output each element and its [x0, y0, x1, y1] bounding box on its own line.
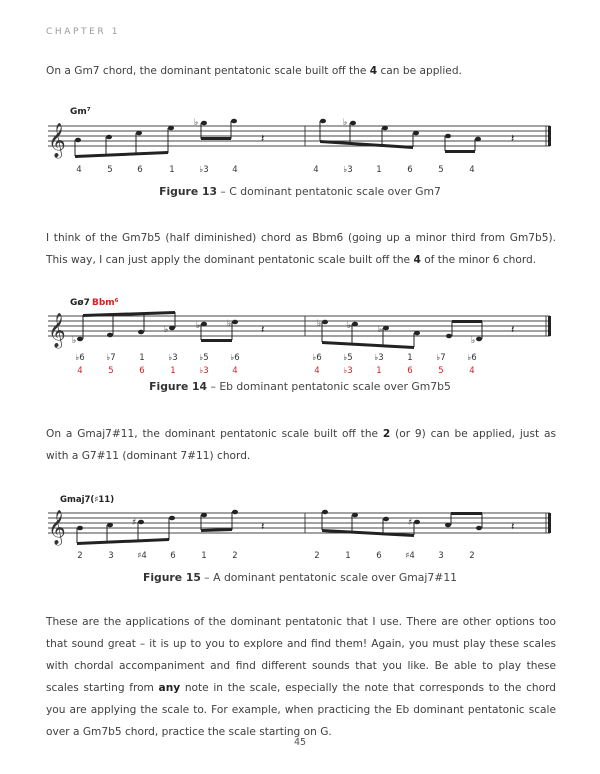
svg-text:♭: ♭ [164, 325, 169, 335]
figure-caption-text: – C dominant pentatonic scale over Gm7 [217, 185, 441, 198]
text: can be applied. [377, 65, 462, 77]
svg-text:4: 4 [77, 366, 83, 376]
svg-text:𝄽: 𝄽 [511, 323, 515, 336]
svg-text:6: 6 [170, 551, 176, 561]
svg-text:♭3: ♭3 [199, 366, 209, 376]
svg-text:3: 3 [438, 551, 444, 561]
svg-text:♭: ♭ [347, 321, 352, 331]
svg-text:♭6: ♭6 [467, 353, 477, 363]
svg-text:1: 1 [345, 551, 351, 561]
svg-text:4: 4 [469, 366, 475, 376]
paragraph-2 [46, 227, 556, 271]
svg-text:4: 4 [313, 165, 319, 175]
svg-text:𝄽: 𝄽 [511, 520, 515, 533]
svg-text:♭5: ♭5 [199, 353, 209, 363]
svg-text:2: 2 [469, 551, 475, 561]
bold-text: 4 [413, 254, 421, 266]
svg-text:5: 5 [108, 366, 114, 376]
figure-14-notation [40, 292, 570, 380]
svg-text:6: 6 [139, 366, 145, 376]
figure-14-caption [0, 380, 600, 393]
svg-text:Gø7: Gø7 [70, 298, 90, 308]
bold-text: 2 [382, 428, 391, 440]
svg-text:4: 4 [76, 165, 82, 175]
paragraph-1 [46, 60, 556, 82]
svg-text:𝄞: 𝄞 [48, 510, 66, 545]
chord-symbol: Gmaj7(♯11) [60, 495, 115, 505]
text: These are the applications of the dominant pentatonic that I use. There are other options too that sound great – it is up to you to explore and find them! Again, you must play these scales with chordal accompaniment and find different sounds that you like. Be able to play these scales starting from [46, 616, 556, 694]
paragraph-4 [46, 611, 556, 743]
svg-text:♭6: ♭6 [75, 353, 85, 363]
svg-text:1: 1 [376, 165, 382, 175]
figure-caption-text: – A dominant pentatonic scale over Gmaj7#11 [200, 571, 458, 584]
svg-text:5: 5 [107, 165, 113, 175]
figure-caption-text: – Eb dominant pentatonic scale over Gm7b5 [207, 380, 451, 393]
text: I think of the Gm7b5 (half diminished) chord as Bbm6 (going up a minor third from Gm7b5). This way, I can just apply the dominant pentatonic scale built off the [46, 232, 556, 266]
svg-text:♯: ♯ [408, 518, 413, 528]
svg-text:♭3: ♭3 [374, 353, 384, 363]
svg-text:♯: ♯ [132, 518, 137, 528]
svg-text:𝄽: 𝄽 [261, 520, 265, 533]
svg-text:1: 1 [407, 353, 413, 363]
svg-text:6: 6 [407, 165, 413, 175]
svg-text:♭: ♭ [317, 319, 322, 329]
svg-text:𝄞: 𝄞 [48, 313, 66, 348]
svg-text:♯4: ♯4 [137, 551, 147, 561]
figure-15-notation [40, 488, 570, 568]
bold-text: 4 [369, 65, 378, 77]
svg-text:5: 5 [438, 366, 444, 376]
svg-text:1: 1 [170, 366, 176, 376]
svg-text:𝄞: 𝄞 [48, 123, 66, 158]
svg-text:♭7: ♭7 [436, 353, 446, 363]
svg-text:♭: ♭ [196, 321, 201, 331]
figure-13-notation [40, 100, 570, 180]
svg-text:4: 4 [314, 366, 320, 376]
svg-text:𝄽: 𝄽 [261, 323, 265, 336]
text: of the minor 6 chord. [420, 254, 537, 266]
svg-text:♭: ♭ [72, 336, 77, 346]
svg-text:1: 1 [376, 366, 382, 376]
bold-text: any [158, 682, 181, 694]
figure-13-caption [0, 185, 600, 198]
svg-text:♭6: ♭6 [312, 353, 322, 363]
svg-text:2: 2 [77, 551, 83, 561]
svg-text:♭3: ♭3 [199, 165, 209, 175]
svg-text:2: 2 [232, 551, 238, 561]
svg-text:♭5: ♭5 [343, 353, 353, 363]
svg-text:♭3: ♭3 [168, 353, 178, 363]
svg-text:1: 1 [201, 551, 207, 561]
chord-symbol: Gm⁷ [70, 107, 91, 117]
svg-text:♭3: ♭3 [343, 366, 353, 376]
figure-label: Figure 14 [149, 380, 208, 393]
text: On a Gmaj7#11, the dominant pentatonic scale built off the [46, 428, 383, 440]
svg-text:4: 4 [469, 165, 475, 175]
svg-text:1: 1 [139, 353, 145, 363]
svg-text:𝄽: 𝄽 [511, 132, 515, 145]
svg-text:3: 3 [108, 551, 114, 561]
page-number: 45 [293, 737, 307, 748]
svg-text:♭3: ♭3 [343, 165, 353, 175]
svg-text:♭: ♭ [227, 319, 232, 329]
text: note in the scale, especially the note that corresponds to the chord you are applying the scale to. For example, when practicing the Eb dominant pentatonic scale over a Gm7b5 chord, practice the scale starting on G. [46, 682, 556, 738]
svg-text:6: 6 [407, 366, 413, 376]
figure-label: Figure 15 [142, 571, 201, 584]
svg-text:6: 6 [137, 165, 143, 175]
svg-text:𝄽: 𝄽 [261, 132, 265, 145]
text: On a Gm7 chord, the dominant pentatonic scale built off the [46, 65, 370, 77]
svg-text:♭: ♭ [343, 118, 348, 128]
svg-text:6: 6 [376, 551, 382, 561]
svg-text:2: 2 [314, 551, 320, 561]
paragraph-3 [46, 423, 556, 467]
text: (or 9) can be applied, just as with a G7#11 (dominant 7#11) chord. [46, 428, 556, 462]
svg-text:♭: ♭ [471, 336, 476, 346]
svg-text:4: 4 [232, 366, 238, 376]
svg-text:♯4: ♯4 [405, 551, 415, 561]
figure-label: Figure 13 [159, 185, 217, 198]
svg-text:♭6: ♭6 [230, 353, 240, 363]
svg-text:4: 4 [232, 165, 238, 175]
svg-text:5: 5 [438, 165, 444, 175]
svg-text:1: 1 [169, 165, 175, 175]
chord-symbol-red: Bbm⁶ [92, 298, 119, 308]
svg-text:♭: ♭ [378, 325, 383, 335]
figure-15-caption [0, 571, 600, 584]
chapter-header: CHAPTER 1 [46, 27, 121, 37]
svg-text:♭7: ♭7 [106, 353, 116, 363]
svg-text:♭: ♭ [194, 118, 199, 128]
